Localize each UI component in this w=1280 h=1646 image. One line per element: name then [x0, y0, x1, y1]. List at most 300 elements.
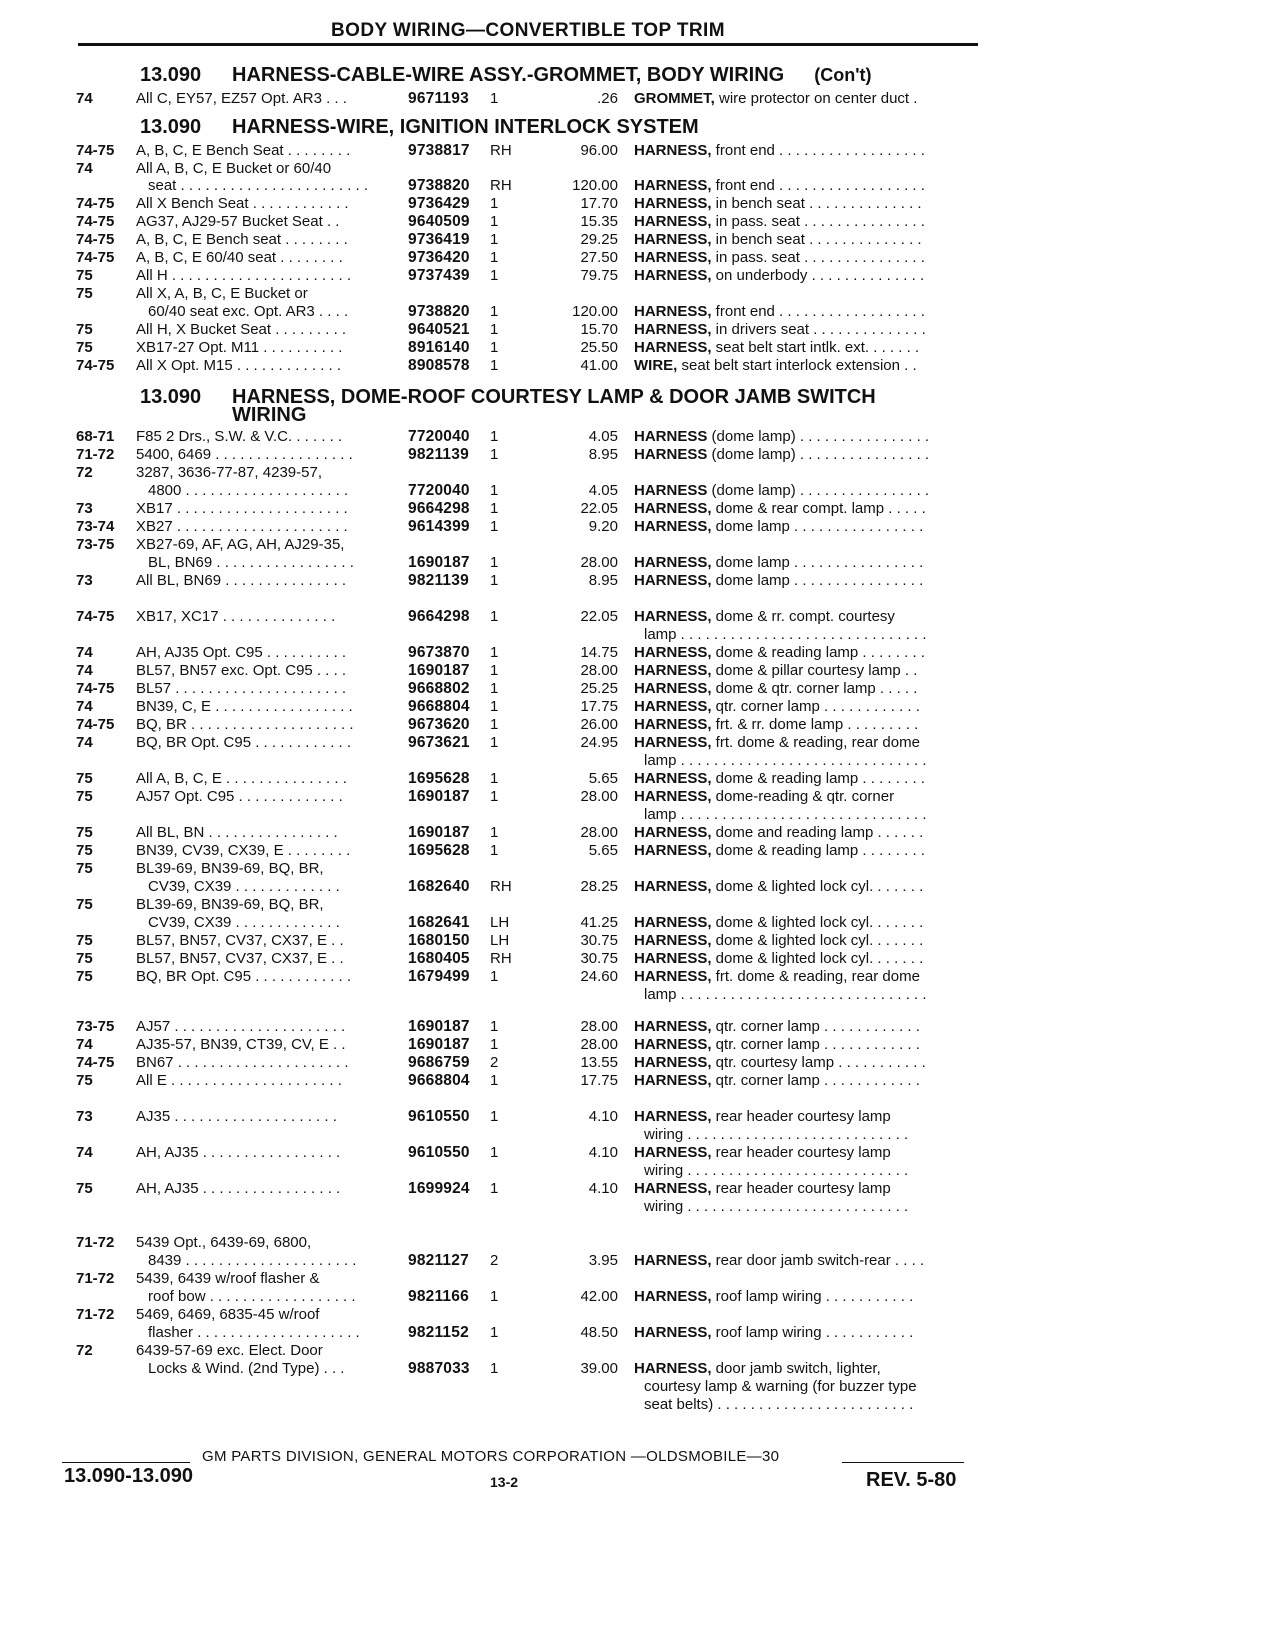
table-row [0, 1342, 1280, 1359]
part-name: HARNESS, [634, 339, 712, 356]
section-title: HARNESS, DOME-ROOF COURTESY LAMP & DOOR JAMB SWITCH [232, 386, 876, 408]
part-number: 1690187 [408, 1036, 470, 1053]
model-year: 75 [76, 1072, 93, 1089]
model-applicability: AJ35 . . . . . . . . . . . . . . . . . . . . [136, 1108, 337, 1125]
part-number: 1690187 [408, 662, 470, 679]
part-number: 8908578 [408, 357, 470, 374]
model-year: 75 [76, 950, 93, 967]
part-detail: dome-reading & qtr. corner [711, 788, 895, 805]
model-year: 74-75 [76, 680, 115, 697]
table-row [0, 608, 1280, 625]
price: 96.00 [580, 142, 618, 159]
model-applicability: All C, EY57, EZ57 Opt. AR3 . . . [136, 90, 347, 107]
model-year: 74-75 [76, 142, 115, 159]
part-number: 1690187 [408, 824, 470, 841]
table-row [0, 1360, 1280, 1377]
model-year: 74 [76, 698, 93, 715]
part-name: HARNESS, [634, 824, 712, 841]
price: 41.00 [580, 357, 618, 374]
price: .26 [597, 90, 618, 107]
model-year: 75 [76, 860, 93, 877]
quantity: 1 [490, 716, 499, 733]
part-detail: wiring . . . . . . . . . . . . . . . . . . . . . . . . . . . [644, 1198, 909, 1215]
table-row [0, 1180, 1280, 1197]
model-year: 72 [76, 464, 93, 481]
part-description [644, 806, 979, 823]
table-row [0, 482, 1280, 499]
model-year: 74 [76, 734, 93, 751]
table-row [0, 160, 1280, 177]
part-description [634, 842, 979, 859]
model-year: 74-75 [76, 249, 115, 266]
table-row [0, 986, 1280, 1003]
part-description [634, 1252, 979, 1269]
part-name: HARNESS, [634, 1252, 712, 1269]
part-detail: seat belts) . . . . . . . . . . . . . . . . . . . . . . . . [644, 1396, 914, 1413]
part-detail: qtr. courtesy lamp . . . . . . . . . . . [711, 1054, 926, 1071]
price: 4.05 [588, 428, 618, 445]
part-name: HARNESS, [634, 1324, 712, 1341]
part-detail: lamp . . . . . . . . . . . . . . . . . . . . . . . . . . . . . . [644, 986, 927, 1003]
part-detail: dome & rear compt. lamp . . . . . [711, 500, 926, 517]
part-number: 9673870 [408, 644, 470, 661]
part-number: 1690187 [408, 554, 470, 571]
part-description [644, 1198, 979, 1215]
part-name: HARNESS [634, 428, 708, 445]
quantity: RH [490, 878, 512, 895]
quantity: LH [490, 914, 510, 931]
part-detail: dome & lighted lock cyl. . . . . . . [711, 878, 924, 895]
part-detail: in bench seat . . . . . . . . . . . . . . [711, 231, 922, 248]
model-applicability: 3287, 3636-77-87, 4239-57, [136, 464, 322, 481]
part-description [634, 428, 979, 445]
table-row [0, 878, 1280, 895]
quantity: 1 [490, 554, 499, 571]
part-description [634, 662, 979, 679]
table-row [0, 842, 1280, 859]
part-description [634, 446, 979, 463]
price: 28.00 [580, 824, 618, 841]
table-row [0, 788, 1280, 805]
model-year: 74-75 [76, 716, 115, 733]
quantity: 1 [490, 968, 499, 985]
part-name: HARNESS, [634, 1180, 712, 1197]
part-number: 9821139 [408, 446, 469, 463]
part-number: 9821127 [408, 1252, 469, 1269]
part-detail: rear header courtesy lamp [711, 1180, 891, 1197]
model-applicability: BL39-69, BN39-69, BQ, BR, [136, 896, 324, 913]
table-row [0, 680, 1280, 697]
model-applicability: XB17 . . . . . . . . . . . . . . . . . . . . . [136, 500, 348, 517]
quantity: 1 [490, 1144, 499, 1161]
table-row [0, 518, 1280, 535]
section-number: 13.090 [140, 116, 202, 138]
part-description [634, 716, 979, 733]
model-applicability: All BL, BN . . . . . . . . . . . . . . . . [136, 824, 338, 841]
model-applicability: All E . . . . . . . . . . . . . . . . . . . . . [136, 1072, 342, 1089]
model-year: 73-75 [76, 536, 115, 553]
part-detail: dome lamp . . . . . . . . . . . . . . . . [711, 518, 924, 535]
table-row [0, 1396, 1280, 1413]
price: 39.00 [580, 1360, 618, 1377]
price: 9.20 [588, 518, 618, 535]
part-detail: frt. & rr. dome lamp . . . . . . . . . [711, 716, 919, 733]
model-year: 74 [76, 90, 93, 107]
part-description [634, 644, 979, 661]
part-description [634, 1108, 979, 1125]
table-row [0, 321, 1280, 338]
quantity: 2 [490, 1054, 499, 1071]
quantity: 1 [490, 842, 499, 859]
table-row [0, 142, 1280, 159]
price: 28.00 [580, 788, 618, 805]
model-year: 74-75 [76, 231, 115, 248]
part-number: 9887033 [408, 1360, 470, 1377]
part-name: HARNESS, [634, 195, 712, 212]
part-description [634, 968, 979, 985]
part-description [644, 1396, 979, 1413]
price: 3.95 [588, 1252, 618, 1269]
quantity: RH [490, 950, 512, 967]
model-applicability: BL, BN69 . . . . . . . . . . . . . . . . . [148, 554, 354, 571]
quantity: RH [490, 177, 512, 194]
part-number: 7720040 [408, 482, 470, 499]
quantity: 1 [490, 698, 499, 715]
model-applicability: 60/40 seat exc. Opt. AR3 . . . . [148, 303, 349, 320]
part-description [634, 303, 979, 320]
table-row [0, 644, 1280, 661]
price: 4.10 [588, 1108, 618, 1125]
quantity: 1 [490, 518, 499, 535]
part-name: HARNESS, [634, 249, 712, 266]
part-detail: rear header courtesy lamp [711, 1108, 891, 1125]
model-applicability: AJ57 . . . . . . . . . . . . . . . . . . . . . [136, 1018, 346, 1035]
part-number: 9736429 [408, 195, 470, 212]
part-name: HARNESS, [634, 950, 712, 967]
quantity: 1 [490, 249, 499, 266]
part-description [634, 932, 979, 949]
part-number: 9821152 [408, 1324, 469, 1341]
model-applicability: AH, AJ35 . . . . . . . . . . . . . . . . . [136, 1180, 341, 1197]
part-detail: dome & rr. compt. courtesy [711, 608, 895, 625]
part-description [634, 1288, 979, 1305]
part-detail: frt. dome & reading, rear dome [711, 968, 920, 985]
quantity: 1 [490, 446, 499, 463]
quantity: 1 [490, 303, 499, 320]
page-header: BODY WIRING—CONVERTIBLE TOP TRIM [331, 20, 725, 41]
quantity: 1 [490, 195, 499, 212]
table-row [0, 428, 1280, 445]
price: 8.95 [588, 572, 618, 589]
part-name: HARNESS, [634, 734, 712, 751]
model-applicability: All X, A, B, C, E Bucket or [136, 285, 308, 302]
model-applicability: roof bow . . . . . . . . . . . . . . . . . . [148, 1288, 356, 1305]
part-number: 9821139 [408, 572, 469, 589]
part-name: HARNESS, [634, 644, 712, 661]
table-row [0, 914, 1280, 931]
quantity: 1 [490, 644, 499, 661]
table-row [0, 806, 1280, 823]
price: 24.95 [580, 734, 618, 751]
part-name: HARNESS, [634, 1108, 712, 1125]
price: 120.00 [572, 303, 618, 320]
quantity: 1 [490, 231, 499, 248]
model-applicability: BQ, BR Opt. C95 . . . . . . . . . . . . [136, 734, 352, 751]
table-row [0, 554, 1280, 571]
model-year: 75 [76, 824, 93, 841]
part-description [634, 950, 979, 967]
model-applicability: XB17, XC17 . . . . . . . . . . . . . . [136, 608, 336, 625]
table-row [0, 303, 1280, 320]
part-detail: wire protector on center duct . [714, 90, 918, 107]
model-applicability: BQ, BR . . . . . . . . . . . . . . . . . . . . [136, 716, 354, 733]
part-description [634, 698, 979, 715]
price: 41.25 [580, 914, 618, 931]
part-description [634, 1360, 979, 1377]
price: 28.00 [580, 662, 618, 679]
part-description [634, 1054, 979, 1071]
price: 5.65 [588, 770, 618, 787]
part-number: 7720040 [408, 428, 470, 445]
part-description [634, 339, 979, 356]
model-year: 75 [76, 339, 93, 356]
model-applicability: BL57, BN57, CV37, CX37, E . . [136, 950, 344, 967]
part-detail: qtr. corner lamp . . . . . . . . . . . . [711, 1072, 920, 1089]
model-year: 75 [76, 267, 93, 284]
part-detail: wiring . . . . . . . . . . . . . . . . . . . . . . . . . . . [644, 1162, 909, 1179]
quantity: 1 [490, 500, 499, 517]
part-name: HARNESS, [634, 968, 712, 985]
part-description [634, 1180, 979, 1197]
part-description [634, 142, 979, 159]
model-year: 71-72 [76, 1306, 115, 1323]
table-row [0, 1252, 1280, 1269]
footer-section-code: 13.090-13.090 [64, 1465, 194, 1487]
part-number: 9610550 [408, 1108, 470, 1125]
model-applicability: All A, B, C, E . . . . . . . . . . . . . . . [136, 770, 347, 787]
model-year: 75 [76, 1180, 93, 1197]
part-number: 9671193 [408, 90, 469, 107]
part-detail: dome & lighted lock cyl. . . . . . . [711, 932, 924, 949]
table-row [0, 536, 1280, 553]
part-detail: in pass. seat . . . . . . . . . . . . . . . [711, 249, 925, 266]
part-description [644, 626, 979, 643]
part-detail: rear header courtesy lamp [711, 1144, 891, 1161]
part-description [644, 1162, 979, 1179]
table-row [0, 1126, 1280, 1143]
model-applicability: 8439 . . . . . . . . . . . . . . . . . . . . . [148, 1252, 357, 1269]
model-year: 74-75 [76, 357, 115, 374]
part-description [634, 357, 979, 374]
part-description [634, 1036, 979, 1053]
section-number: 13.090 [140, 386, 202, 408]
table-row [0, 1324, 1280, 1341]
part-detail: dome lamp . . . . . . . . . . . . . . . . [711, 572, 924, 589]
part-name: HARNESS, [634, 662, 712, 679]
model-applicability: F85 2 Drs., S.W. & V.C. . . . . . . [136, 428, 343, 445]
quantity: 1 [490, 1288, 499, 1305]
table-row [0, 626, 1280, 643]
part-name: HARNESS, [634, 1360, 712, 1377]
part-number: 1679499 [408, 968, 470, 985]
table-row [0, 698, 1280, 715]
model-applicability: 5439, 6439 w/roof flasher & [136, 1270, 320, 1287]
part-number: 1695628 [408, 842, 470, 859]
part-name: HARNESS, [634, 142, 712, 159]
model-applicability: BL57 . . . . . . . . . . . . . . . . . . . . . [136, 680, 347, 697]
model-applicability: All H, X Bucket Seat . . . . . . . . . [136, 321, 347, 338]
part-detail: qtr. corner lamp . . . . . . . . . . . . [711, 698, 920, 715]
model-applicability: A, B, C, E Bench seat . . . . . . . . [136, 231, 348, 248]
model-applicability: BN39, CV39, CX39, E . . . . . . . . [136, 842, 351, 859]
table-row [0, 1018, 1280, 1035]
part-detail: roof lamp wiring . . . . . . . . . . . [711, 1288, 914, 1305]
part-description [634, 1144, 979, 1161]
part-detail: dome & reading lamp . . . . . . . . [711, 770, 925, 787]
model-applicability: BL57, BN57, CV37, CX37, E . . [136, 932, 344, 949]
price: 48.50 [580, 1324, 618, 1341]
model-year: 74-75 [76, 213, 115, 230]
table-row [0, 752, 1280, 769]
part-name: HARNESS, [634, 177, 712, 194]
table-row [0, 1234, 1280, 1251]
part-number: 9737439 [408, 267, 470, 284]
model-year: 72 [76, 1342, 93, 1359]
model-year: 73 [76, 572, 93, 589]
part-number: 9668804 [408, 698, 470, 715]
model-applicability: 5439 Opt., 6439-69, 6800, [136, 1234, 312, 1251]
model-year: 75 [76, 896, 93, 913]
part-name: HARNESS, [634, 554, 712, 571]
price: 14.75 [580, 644, 618, 661]
part-description [634, 1324, 979, 1341]
table-row [0, 896, 1280, 913]
table-row [0, 249, 1280, 266]
price: 17.75 [580, 698, 618, 715]
part-name: HARNESS, [634, 1144, 712, 1161]
table-row [0, 572, 1280, 589]
part-name: HARNESS, [634, 788, 712, 805]
model-year: 74-75 [76, 608, 115, 625]
part-description [634, 90, 979, 107]
model-applicability: BL57, BN57 exc. Opt. C95 . . . . [136, 662, 347, 679]
price: 22.05 [580, 500, 618, 517]
quantity: 1 [490, 339, 499, 356]
table-row [0, 968, 1280, 985]
part-detail: front end . . . . . . . . . . . . . . . . . . [711, 177, 925, 194]
part-number: 9673621 [408, 734, 470, 751]
part-description [634, 878, 979, 895]
model-applicability: All BL, BN69 . . . . . . . . . . . . . . . [136, 572, 347, 589]
part-name: HARNESS, [634, 680, 712, 697]
part-description [634, 608, 979, 625]
table-row [0, 1072, 1280, 1089]
table-row [0, 213, 1280, 230]
price: 26.00 [580, 716, 618, 733]
model-applicability: BN39, C, E . . . . . . . . . . . . . . . . . [136, 698, 353, 715]
quantity: 1 [490, 357, 499, 374]
price: 17.70 [580, 195, 618, 212]
part-number: 9664298 [408, 608, 470, 625]
model-applicability: 6439-57-69 exc. Elect. Door [136, 1342, 323, 1359]
price: 30.75 [580, 950, 618, 967]
table-row [0, 285, 1280, 302]
table-row [0, 446, 1280, 463]
part-name: HARNESS, [634, 572, 712, 589]
quantity: 1 [490, 1018, 499, 1035]
part-description [644, 1378, 979, 1395]
price: 28.00 [580, 1018, 618, 1035]
quantity: 1 [490, 1360, 499, 1377]
model-applicability: BN67 . . . . . . . . . . . . . . . . . . . . . [136, 1054, 349, 1071]
quantity: 1 [490, 788, 499, 805]
table-row [0, 1144, 1280, 1161]
part-detail: seat belt start intlk. ext. . . . . . . [711, 339, 920, 356]
model-applicability: XB27 . . . . . . . . . . . . . . . . . . . . . [136, 518, 348, 535]
part-name: HARNESS, [634, 698, 712, 715]
part-description [634, 482, 979, 499]
table-row [0, 1036, 1280, 1053]
part-number: 9614399 [408, 518, 470, 535]
table-row [0, 1288, 1280, 1305]
price: 15.70 [580, 321, 618, 338]
part-detail: roof lamp wiring . . . . . . . . . . . [711, 1324, 914, 1341]
model-applicability: BQ, BR Opt. C95 . . . . . . . . . . . . [136, 968, 352, 985]
quantity: 1 [490, 770, 499, 787]
part-description [634, 770, 979, 787]
price: 27.50 [580, 249, 618, 266]
quantity: 1 [490, 213, 499, 230]
part-name: HARNESS, [634, 878, 712, 895]
quantity: 1 [490, 734, 499, 751]
quantity: RH [490, 142, 512, 159]
model-year: 73-75 [76, 1018, 115, 1035]
part-description [634, 231, 979, 248]
quantity: 1 [490, 1108, 499, 1125]
price: 4.10 [588, 1144, 618, 1161]
table-row [0, 1162, 1280, 1179]
price: 15.35 [580, 213, 618, 230]
part-name: HARNESS, [634, 518, 712, 535]
model-year: 68-71 [76, 428, 115, 445]
part-detail: lamp . . . . . . . . . . . . . . . . . . . . . . . . . . . . . . [644, 806, 927, 823]
part-detail: lamp . . . . . . . . . . . . . . . . . . . . . . . . . . . . . . [644, 626, 927, 643]
quantity: 1 [490, 608, 499, 625]
part-description [634, 824, 979, 841]
part-detail: front end . . . . . . . . . . . . . . . . . . [711, 142, 925, 159]
part-name: HARNESS, [634, 716, 712, 733]
price: 28.00 [580, 1036, 618, 1053]
part-detail: in drivers seat . . . . . . . . . . . . . . [711, 321, 926, 338]
table-row [0, 662, 1280, 679]
price: 28.25 [580, 878, 618, 895]
part-detail: qtr. corner lamp . . . . . . . . . . . . [711, 1036, 920, 1053]
part-number: 1682641 [408, 914, 470, 931]
model-year: 71-72 [76, 446, 115, 463]
part-description [634, 572, 979, 589]
part-number: 9640521 [408, 321, 470, 338]
section-title: HARNESS-WIRE, IGNITION INTERLOCK SYSTEM [232, 116, 699, 138]
model-applicability: CV39, CX39 . . . . . . . . . . . . . [148, 914, 340, 931]
model-year: 74 [76, 662, 93, 679]
table-row [0, 177, 1280, 194]
model-applicability: Locks & Wind. (2nd Type) . . . [148, 1360, 345, 1377]
part-name: HARNESS, [634, 914, 712, 931]
table-row [0, 1198, 1280, 1215]
model-applicability: seat . . . . . . . . . . . . . . . . . . . . . . . [148, 177, 369, 194]
quantity: 1 [490, 572, 499, 589]
price: 4.05 [588, 482, 618, 499]
